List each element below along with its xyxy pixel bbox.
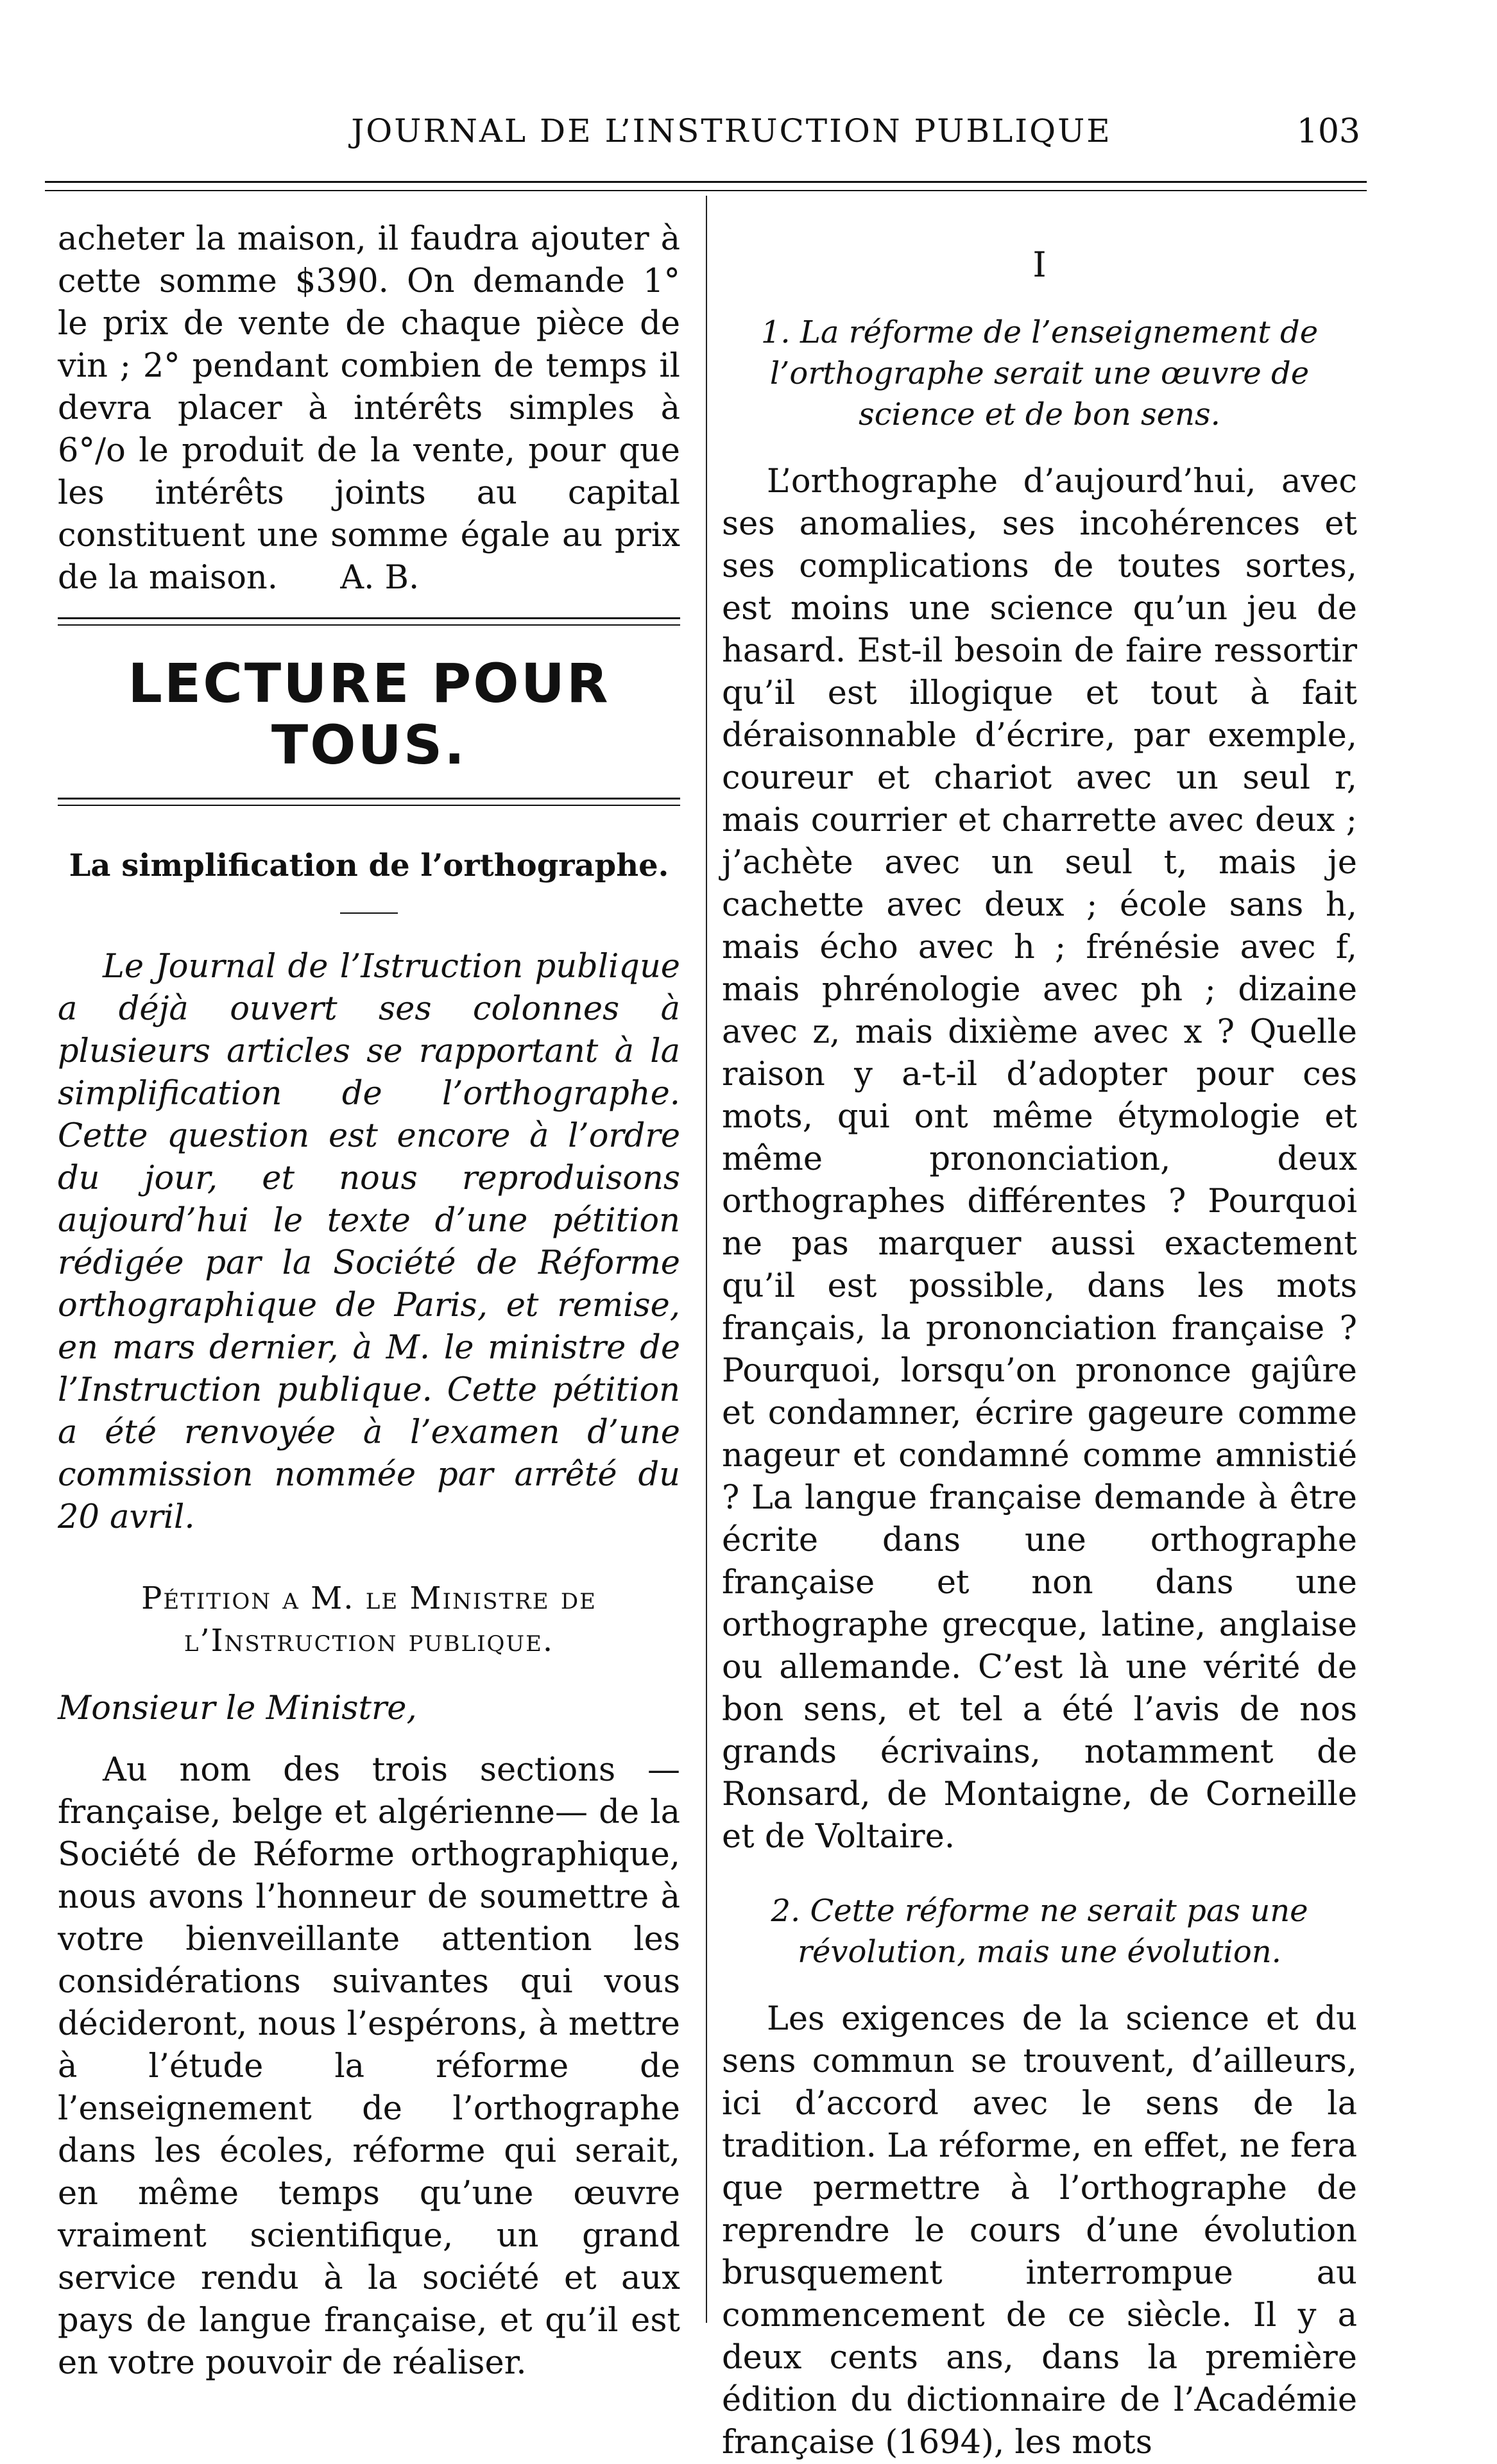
header-rule-thin	[45, 190, 1367, 191]
petition-body: Au nom des trois sections —française, belge et algérienne— de la Société de Réforme orthographique, nous avons l’honneur de soumettre à votre bienveillante attention les considérations suivantes qui vous décideront, nous l’espérons, à mettre à l’étude la réforme de l’enseignement de l’orthographe dans les écoles, réforme qui serait, en même temps qu’une œuvre vraiment scientifique, un grand service rendu à la société et aux pays de langue française, et qu’il est en votre pouvoir de réaliser.	[58, 1751, 680, 2382]
paragraph-1: L’orthographe d’aujourd’hui, avec ses anomalies, ses incohérences et ses complications de toutes sortes, est moins une science qu’un jeu de hasard. Est-il besoin de faire ressortir qu’il est illogique et tout à fait déraisonnable d’écrire, par exemple, coureur et chariot avec un seul r, mais courrier et charrette avec deux ; j’achète avec un seul t, mais je cachette avec deux ; école sans h, mais écho avec h ; frénésie avec f, mais phrénologie avec ph ; dizaine avec z, mais dixième avec x ? Quelle raison y a-t-il d’adopter pour ces mots, qui ont même étymologie et même prononciation, deux orthographes différentes ? Pourquoi ne pas marquer aussi exactement qu’il est possible, dans les mots français, la prononciation française ? Pourquoi, lorsqu’on prononce gajûre et condamner, écrire gageure comme nageur et condamné comme amnistié ? La langue française demande à être écrite dans une orthographe française et non dans une orthographe grecque, latine, anglaise ou allemande. C’est là une vérité de bon sens, et tel a été l’avis de nos grands écrivains, notamment de Ronsard, de Montaigne, de Corneille et de Voltaire.	[722, 463, 1357, 1856]
short-rule	[340, 912, 398, 914]
section-rule-bottom	[58, 798, 680, 800]
petition-heading: Pétition a M. le Ministre de l’Instruction publique.	[141, 1580, 597, 1659]
salutation: Monsieur le Ministre,	[58, 1690, 417, 1727]
problem-signature: A. B.	[340, 559, 420, 597]
page-number: 103	[1296, 112, 1360, 151]
problem-text	[58, 218, 680, 599]
column-divider	[706, 196, 707, 2323]
paragraph-2: Les exigences de la science et du sens commun se trouvent, d’ailleurs, ici d’accord avec le sens de la tradition. La réforme, en effet, ne fera que permettre à l’orthographe de reprendre le cours d’une évolution brusquement interrompue au commencement de ce siècle. Il y a deux cents ans, dans la première édition du dictionnaire de l’Académie française (1694), les mots	[722, 2000, 1357, 2461]
heading-2: 2. Cette réforme ne serait pas une révolution, mais une évolution.	[771, 1893, 1308, 1970]
section-rule-top-thin	[58, 624, 680, 626]
right-column	[722, 218, 1357, 2464]
left-column	[58, 218, 680, 2384]
page-header	[71, 112, 1360, 170]
intro-paragraph: Le Journal de l’Istruction publique a déjà ouvert ses colonnes à plusieurs articles se rapportant à la simplification de l’orthographe. Cette question est encore à l’ordre du jour, et nous reproduisons aujourd’hui le texte d’une pétition rédigée par la Société de Réforme orthographique de Paris, et remise, en mars dernier, à M. le ministre de l’Instruction publique. Cette pétition a été renvoyée à l’examen d’une commission nommée par arrêté du 20 avril.	[58, 948, 680, 1536]
section-rule-top	[58, 617, 680, 619]
running-title: JOURNAL DE L’INSTRUCTION PUBLIQUE	[351, 112, 1112, 150]
heading-1: 1. La réforme de l’enseignement de l’orthographe serait une œuvre de science et de bon sens.	[760, 314, 1319, 432]
section-numeral: I	[1032, 244, 1047, 285]
problem-body: acheter la maison, il faudra ajouter à cette somme $390. On demande 1° le prix de vente de chaque pièce de vin ; 2° pendant combien de temps il devra placer à intérêts simples à 6°/o le produit de la vente, pour que les intérêts joints au capital constituent une somme égale au prix de la maison.	[58, 220, 680, 597]
section-rule-bottom-thin	[58, 805, 680, 806]
article-title: La simplification de l’orthographe.	[69, 848, 669, 884]
section-title: LECTURE POUR TOUS.	[128, 652, 610, 776]
header-rule	[45, 181, 1367, 183]
